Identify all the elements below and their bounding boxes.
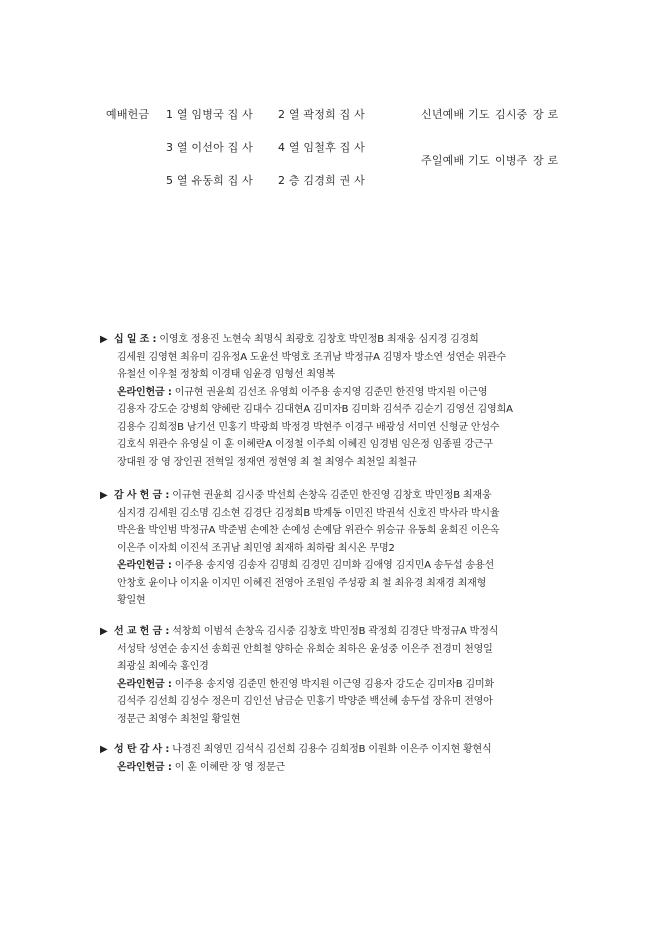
online-label: 온라인헌금 :	[117, 761, 172, 773]
bullet-arrow-icon: ▶	[100, 626, 108, 637]
prayer-title: 장 로	[533, 108, 559, 121]
online-label: 온라인헌금 :	[117, 678, 172, 690]
donor-line: 김석주 김선희 김성수 정은미 김인선 남금순 민홍기 박양준 백선혜 송두섭 장유미 전영아	[117, 696, 493, 707]
bullet-arrow-icon: ▶	[100, 334, 108, 345]
donor-line: 석창희 이범석 손창옥 김시중 김창호 박민정B 곽정희 김경단 박정규A 박정식	[172, 626, 499, 637]
offering-usher: 3 열 이선아 집 사	[166, 141, 253, 154]
donor-line: 서성탁 성연순 송지선 송희권 안희철 양하순 유희순 최하은 윤성중 이은주 전경미 천영일	[117, 643, 493, 655]
offering-row-2	[166, 139, 365, 155]
prayer-new-year	[421, 106, 558, 122]
offering-usher: 2 열 곽정희 집 사	[278, 108, 365, 121]
online-label: 온라인헌금 :	[117, 560, 172, 571]
offering-usher: 2 층 김경희 권 사	[278, 174, 365, 187]
donor-line: 유철선 이우철 정창희 이경태 임윤경 임형선 최영복	[117, 369, 335, 380]
thanksgiving-section	[100, 487, 570, 610]
prayer-title: 장 로	[533, 154, 559, 167]
donor-line: 이규현 권윤희 김시중 박선희 손창옥 김준민 한진영 김창호 박민정B 최재웅	[172, 490, 492, 501]
bullet-arrow-icon: ▶	[100, 744, 108, 755]
christmas-section	[100, 741, 570, 776]
donor-line: 안창호 윤이나 이지윤 이지민 이혜진 전영아 조원임 주성광 최 철 최유경 최재경 최재형	[117, 577, 487, 589]
donor-line: 심지경 김세원 김소명 김소현 김경단 김정희B 박계동 이민진 박권석 신호진 박사라 박시율	[117, 507, 500, 519]
section-label: 감 사 헌 금 :	[114, 490, 170, 501]
offering-usher: 5 열 유동희 집 사	[166, 174, 253, 187]
donor-line: 이주용 송지영 김송자 김명희 김경민 김미화 김애영 김지민A 송두섭 송용선	[174, 560, 495, 571]
offering-row-3	[166, 172, 365, 188]
prayer-label: 주일예배 기도	[421, 154, 490, 167]
donor-line: 최광실 최예숙 홍인경	[117, 661, 209, 672]
prayer-sunday	[421, 152, 558, 168]
offering-label: 예배헌금	[106, 108, 150, 121]
donor-line: 정문근 최영수 최천일 황일현	[117, 713, 241, 725]
prayer-label: 신년예배 기도	[421, 108, 490, 121]
donor-line: 이규현 권윤희 김선조 유영희 이주용 송지영 김준민 한진영 박지원 이근영	[174, 386, 488, 398]
tithe-section	[100, 331, 570, 471]
prayer-name: 이병주	[495, 154, 528, 167]
section-label: 선 교 헌 금 :	[114, 626, 170, 637]
section-label: 성 탄 감 사 :	[114, 744, 170, 755]
prayer-name: 김시중	[495, 108, 528, 121]
donor-line: 박은율 박인범 박정규A 박준범 손예찬 손예성 손예담 위관수 위승규 유동희 윤희진 이은옥	[117, 525, 500, 536]
donor-line: 장대원 장 영 장인권 전혁일 정재연 정현영 최 철 최영수 최천일 최철규	[117, 456, 417, 468]
bullet-arrow-icon: ▶	[100, 490, 108, 501]
donor-line: 황일현	[117, 595, 146, 606]
online-label: 온라인헌금 :	[117, 386, 172, 398]
donor-line: 나경진 최영민 김석식 김선희 김용수 김희정B 이원화 이은주 이지현 황현식	[172, 744, 492, 755]
donor-line: 이영호 정용진 노현숙 최명식 최광호 김창호 박민정B 최재웅 심지경 김경희	[159, 334, 479, 345]
donor-line: 김용수 김희정B 남기선 민홍기 박광희 박정경 박현주 이경구 배광성 서미연 신형균 안성수	[117, 421, 500, 433]
donor-line: 김용자 강도순 강병희 양혜란 김대수 김대현A 김미자B 김미화 김석주 김순기 김영선 김영희A	[117, 404, 513, 415]
donor-line: 김호식 위관수 유영실 이 훈 이혜란A 이정철 이주희 이혜진 임경범 임은정 임종필 강근구	[117, 439, 493, 450]
offering-usher: 4 열 임철후 집 사	[278, 141, 365, 154]
section-label: 십 일 조 :	[114, 334, 157, 345]
donor-line: 김세원 김영현 최유미 김유정A 도윤선 박영호 조귀남 박정규A 김명자 방소연 성연순 위관수	[117, 351, 507, 363]
donor-line: 이 훈 이혜란 장 영 정문근	[174, 761, 286, 773]
mission-section	[100, 623, 570, 728]
donor-line: 이주용 송지영 김준민 한진영 박지원 이근영 김용자 강도순 김미자B 김미화	[174, 678, 495, 690]
donor-line: 이은주 이자희 이진석 조귀남 최민영 최재하 최하람 최시온 무명2	[117, 542, 395, 554]
offering-usher: 1 열 임병국 집 사	[166, 108, 253, 121]
offering-row-1	[106, 106, 365, 122]
